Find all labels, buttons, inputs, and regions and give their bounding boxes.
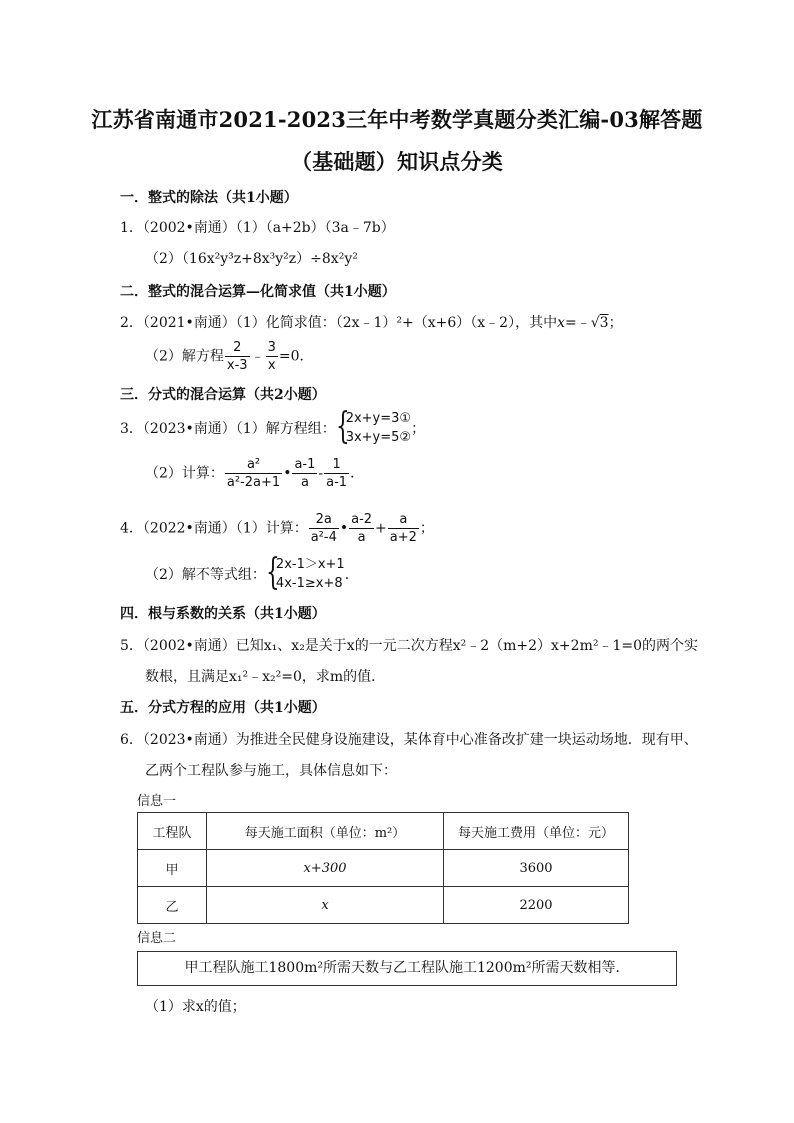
q3-part2 [145, 456, 364, 491]
q1-part2: （2）（16x²y³z+8x³y²z）÷8x²y² [145, 251, 358, 267]
q3-minus: - [318, 465, 324, 482]
q2-part1-end: ； [608, 315, 623, 331]
q4-dot: • [339, 520, 349, 537]
q4-part2-end: ． [344, 567, 359, 583]
q4-fraction-c [388, 511, 419, 546]
q2-f1-denominator: x-3 [226, 358, 248, 373]
q2-part1-text: 2．（2021•南通）（1）化简求值：（2x﹣1）²+（x+6）（x﹣2），其中 [120, 315, 558, 331]
section-4-heading: 四．根与系数的关系（共1小题） [120, 606, 326, 622]
q3-fc-numerator: 1 [324, 456, 349, 474]
table-cell: 乙 [138, 887, 207, 924]
doc-title-line1: 江苏省南通市2021-2023三年中考数学真题分类汇编-03解答题 [91, 107, 703, 132]
q3-part1 [120, 406, 426, 447]
q2-fraction-2 [266, 339, 278, 374]
q2-var-x: x [557, 315, 565, 331]
table-header-cell: 每天施工费用（单位：元） [444, 813, 629, 850]
q4-fb-numerator: a-2 [351, 512, 373, 527]
q4-fb-denominator: a [357, 530, 366, 545]
q4-fraction-a [309, 511, 339, 546]
q2-f1-numerator: 2 [225, 339, 250, 357]
q6-line1: 6．（2023•南通）为推进全民健身设施建设，某体育中心准备改扩建一块运动场地．现有甲、 [120, 732, 698, 748]
table-header-cell: 工程队 [138, 813, 207, 850]
sqrt-icon: √ [590, 315, 600, 331]
q3-fa-numerator: a² [225, 456, 282, 474]
q6-subquestion-1: （1）求x的值； [145, 999, 246, 1015]
section-5-heading: 五．分式方程的应用（共1小题） [120, 700, 326, 716]
q4-ineq2: 4x-1≥x+8 [275, 576, 343, 591]
q2-part2-end: =0． [278, 348, 314, 365]
table-cell: x [207, 887, 444, 924]
q2-part1 [120, 312, 623, 332]
q4-fa-numerator: 2a [309, 511, 339, 529]
table-cell: x+300 [207, 850, 444, 887]
q3-fraction-b [292, 456, 317, 491]
q2-part2-text: （2）解方程 [145, 348, 224, 365]
q3-fraction-c [324, 456, 349, 491]
section-2-heading: 二．整式的混合运算—化简求值（共1小题） [120, 284, 396, 300]
q3-eq2: 3x+y=5② [345, 430, 412, 445]
section-3-heading: 三．分式的混合运算（共2小题） [120, 387, 326, 403]
q2-equals-neg: =﹣ [565, 315, 591, 331]
table-cell: 2200 [444, 887, 629, 924]
q4-part1-end: ； [419, 520, 434, 537]
doc-title-line2: （基础题）知识点分类 [291, 149, 503, 174]
q4-part2 [145, 552, 359, 593]
info-two-box: 甲工程队施工1800m²所需天数与乙工程队施工1200m²所需天数相等． [137, 951, 677, 986]
info-one-label: 信息一 [137, 794, 177, 809]
info-table [137, 812, 629, 924]
q3-fb-denominator: a [300, 475, 309, 490]
q4-fraction-b [349, 511, 374, 546]
table-row [138, 887, 629, 924]
q3-part1-end: ； [411, 421, 426, 437]
q3-equation-system [335, 406, 412, 447]
q5-line2: 数根，且满足x₁²﹣x₂²=0，求m的值． [145, 669, 386, 685]
q5-line1: 5．（2002•南通）已知x₁、x₂是关于x的一元二次方程x²﹣2（m+2）x+2m²﹣1=0的两个实 [120, 638, 698, 654]
q3-eq1: 2x+y=3① [345, 411, 412, 426]
q4-fc-numerator: a [388, 511, 419, 529]
section-1-heading: 一．整式的除法（共1小题） [120, 190, 298, 206]
table-header-row [138, 813, 629, 850]
q3-part2-text: （2）计算： [145, 465, 224, 482]
q6-line2: 乙两个工程队参与施工，具体信息如下： [145, 763, 397, 779]
brace-icon: { [335, 406, 350, 447]
q4-part1 [120, 511, 434, 546]
q4-fc-denominator: a+2 [389, 530, 417, 545]
q2-f2-numerator: 3 [267, 340, 276, 355]
table-row [138, 850, 629, 887]
info-two-label: 信息二 [137, 931, 177, 946]
q1-part1: 1．（2002•南通）（1）（a+2b）（3a﹣7b） [120, 220, 395, 236]
q2-minus: ﹣ [250, 348, 265, 365]
q3-fraction-a [225, 456, 282, 491]
q4-ineq1: 2x-1＞x+1 [275, 557, 345, 572]
q2-radicand: 3 [599, 315, 609, 331]
table-header-cell: 每天施工面积（单位：m²） [207, 813, 444, 850]
q2-f2-denominator: x [267, 358, 276, 373]
q3-fb-numerator: a-1 [294, 457, 316, 472]
q4-part1-text: 4．（2022•南通）（1）计算： [120, 520, 308, 537]
q2-fraction-1 [225, 339, 250, 374]
table-cell: 3600 [444, 850, 629, 887]
q3-part2-end: ． [350, 465, 365, 482]
q4-fa-denominator: a²-4 [310, 530, 337, 545]
q3-dot: • [283, 465, 292, 482]
q3-fa-denominator: a²-2a+1 [226, 475, 281, 490]
q2-part2 [145, 339, 314, 374]
q3-part1-text: 3．（2023•南通）（1）解方程组： [120, 421, 336, 437]
q4-inequality-system [265, 552, 345, 593]
q4-plus: + [375, 520, 387, 537]
q4-part2-text: （2）解不等式组： [145, 567, 266, 583]
q3-fc-denominator: a-1 [326, 475, 348, 490]
table-cell: 甲 [138, 850, 207, 887]
brace-icon: { [265, 552, 280, 593]
